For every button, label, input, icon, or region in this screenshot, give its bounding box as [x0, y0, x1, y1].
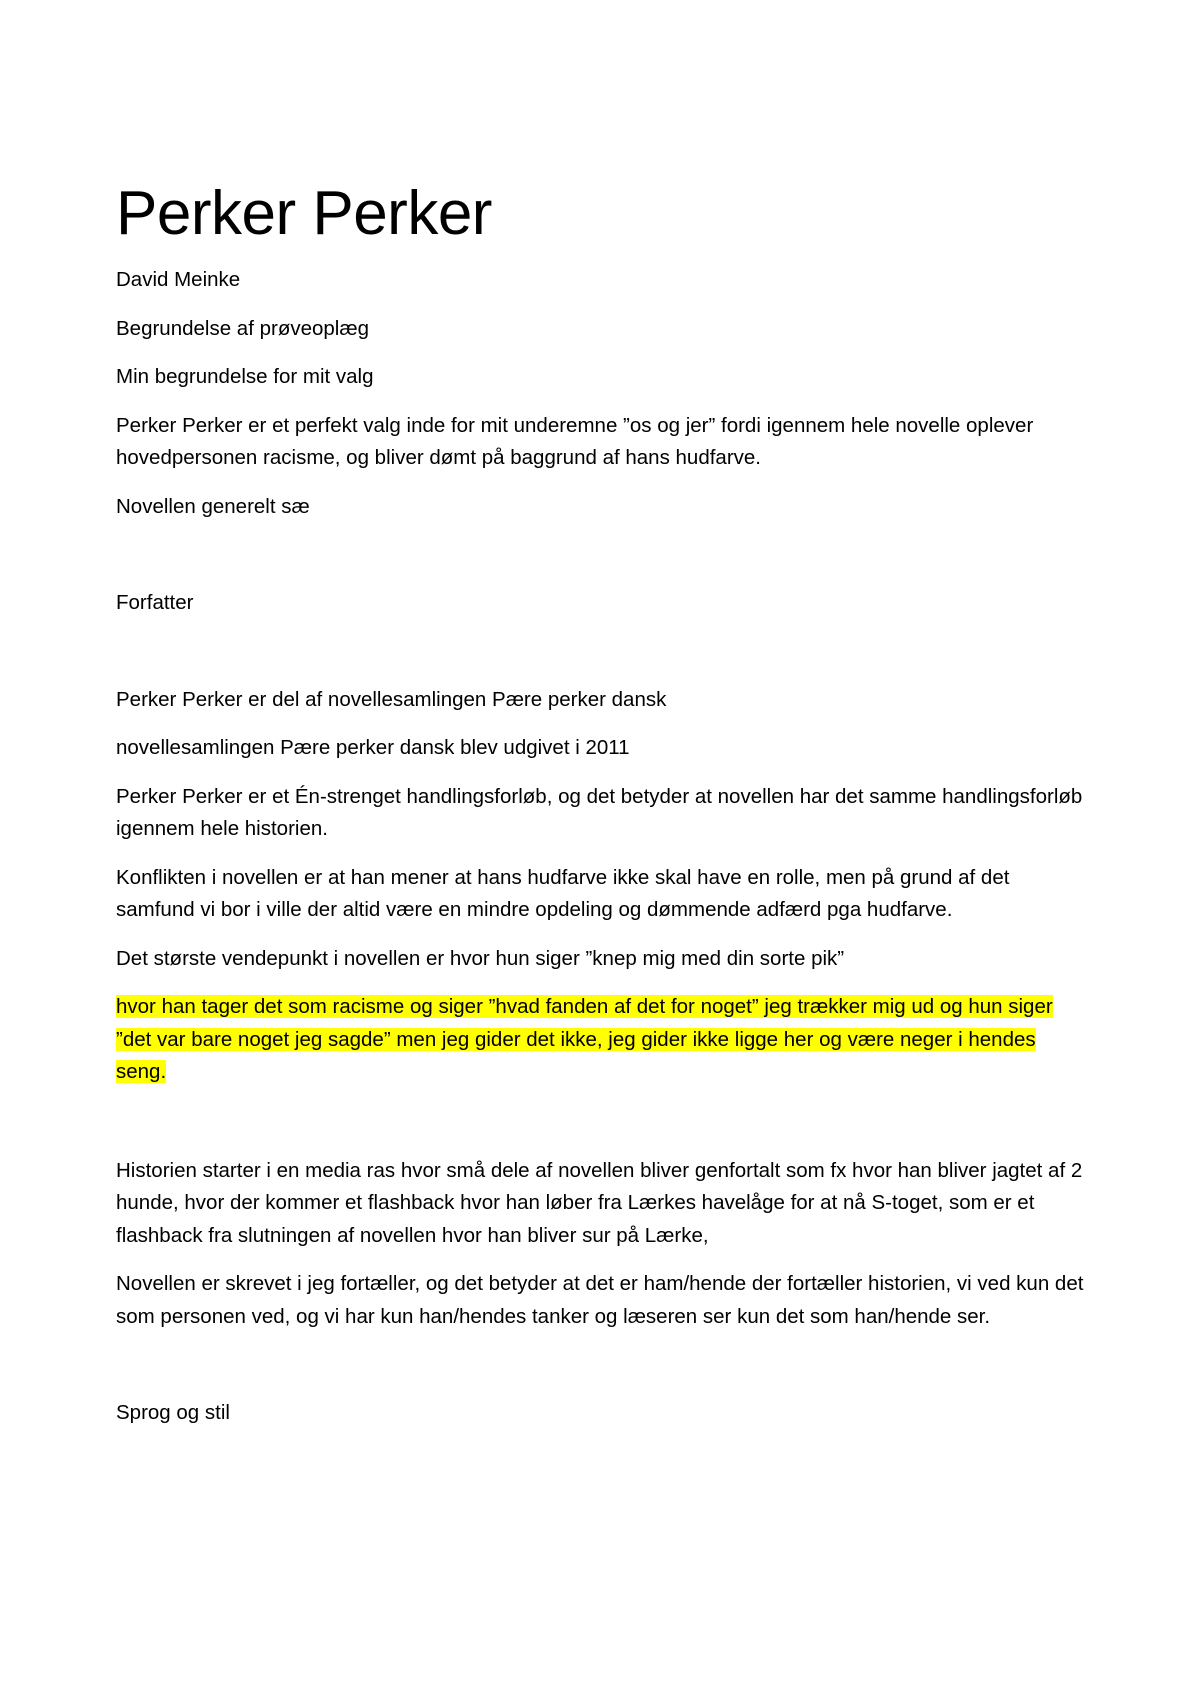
blank-line	[116, 1105, 1088, 1155]
blank-line	[116, 636, 1088, 684]
paragraph-begrundelse: Begrundelse af prøveoplæg	[116, 316, 369, 340]
document-title: Perker Perker	[116, 179, 492, 248]
paragraph-highlighted-quote	[116, 991, 1088, 1089]
author-name: David Meinke	[116, 268, 241, 291]
paragraph-fortaeller: Novellen er skrevet i jeg fortæller, og det betyder at det er ham/hende der fortæller historien, vi ved kun det som personen ved, og vi har kun han/hendes tanker og læseren ser kun det som han/hende ser.	[116, 1272, 1084, 1328]
blank-line	[116, 539, 1088, 587]
paragraph-novellesamling: Perker Perker er del af novellesamlingen Pære perker dansk	[116, 687, 667, 711]
blank-line	[116, 1349, 1088, 1397]
paragraph-intro: Perker Perker er et perfekt valg inde for mit underemne ”os og jer” fordi igennem hele novelle oplever hovedpersonen racisme, og bliver dømt på baggrund af hans hudfarve.	[116, 413, 1034, 469]
paragraph-handlingsforloeb: Perker Perker er et Én-strenget handlingsforløb, og det betyder at novellen har det samme handlingsforløb igennem hele historien.	[116, 784, 1083, 840]
heading-sprog-og-stil: Sprog og stil	[116, 1401, 230, 1424]
highlighted-text: hvor han tager det som racisme og siger ”hvad fanden af det for noget” jeg trækker mig ud og hun siger ”det var bare noget jeg sagde” men jeg gider det ikke, jeg gider ikke ligge her og være neger i hendes seng.	[116, 995, 1053, 1083]
paragraph-udgivet: novellesamlingen Pære perker dansk blev udgivet i 2011	[116, 736, 630, 759]
paragraph-generelt: Novellen generelt sæ	[116, 494, 310, 518]
paragraph-valg: Min begrundelse for mit valg	[116, 365, 374, 388]
paragraph-vendepunkt: Det største vendepunkt i novellen er hvor hun siger ”knep mig med din sorte pik”	[116, 946, 845, 970]
document-body	[116, 178, 1088, 1446]
paragraph-historien: Historien starter i en media ras hvor små dele af novellen bliver genfortalt som fx hvor han bliver jagtet af 2 hunde, hvor der kommer et flashback hvor han løber fra Lærkes havelåge for at nå S-toget, som er et flashback fra slutningen af novellen hvor han bliver sur på Lærke,	[116, 1158, 1083, 1247]
paragraph-konflikt: Konflikten i novellen er at han mener at hans hudfarve ikke skal have en rolle, men på grund af det samfund vi bor i ville der altid være en mindre opdeling og dømmende adfærd pga hudfarve.	[116, 865, 1010, 921]
heading-forfatter: Forfatter	[116, 591, 194, 614]
